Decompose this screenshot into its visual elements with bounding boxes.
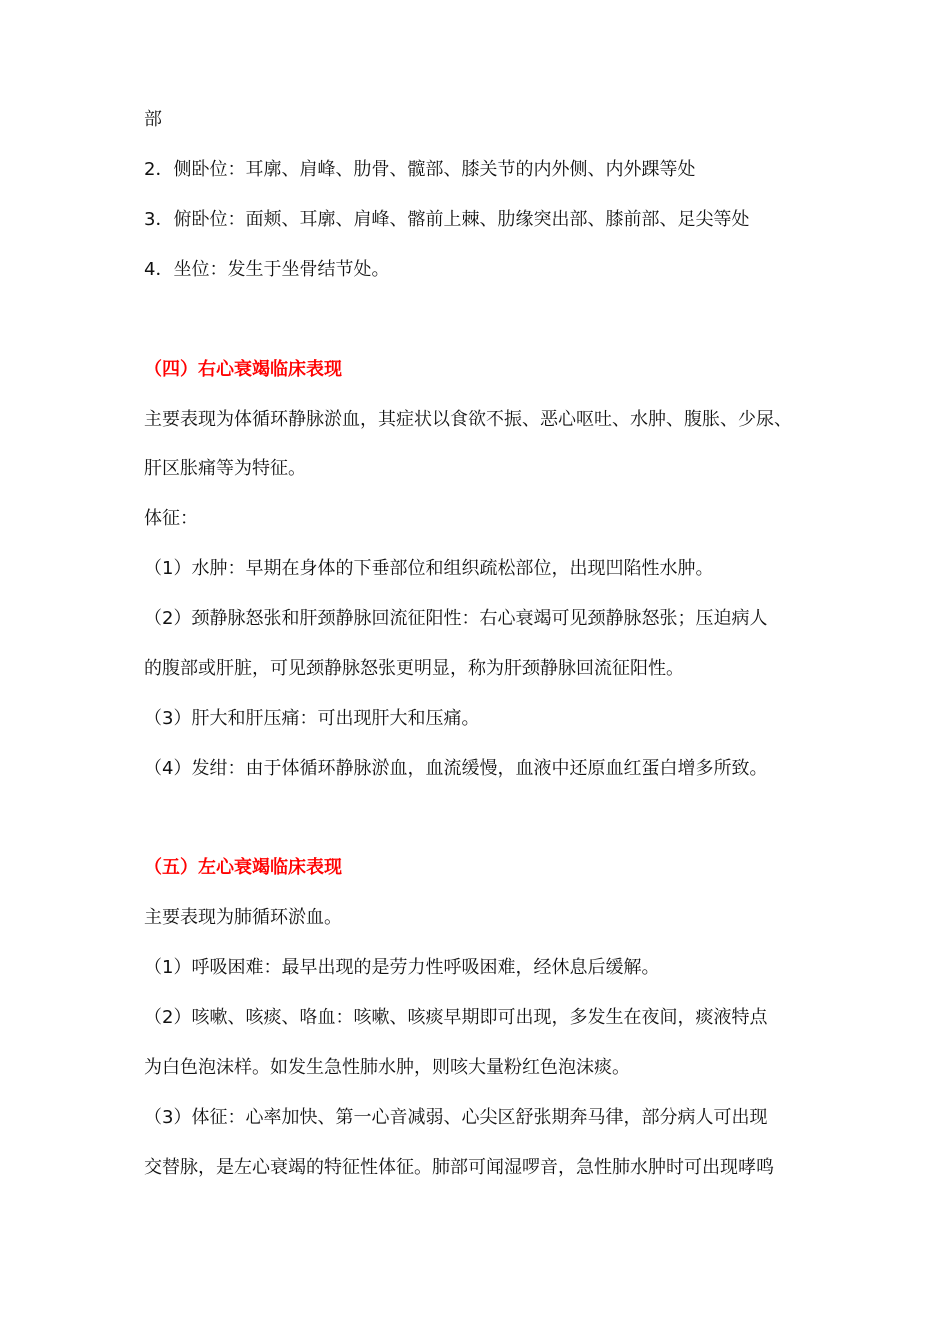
section-heading-right-heart-failure: （四）右心衰竭临床表现 — [144, 359, 342, 380]
body-line: 的腹部或肝脏，可见颈静脉怒张更明显，称为肝颈静脉回流征阳性。 — [144, 658, 684, 679]
list-item-signs: （3）体征：心率加快、第一心音减弱、心尖区舒张期奔马律，部分病人可出现 — [144, 1107, 768, 1128]
body-line: 肝区胀痛等为特征。 — [144, 458, 306, 479]
body-line: 体征： — [144, 508, 198, 529]
body-line: 主要表现为体循环静脉淤血，其症状以食欲不振、恶心呕吐、水肿、腹胀、少尿、 — [144, 409, 792, 430]
list-item-dyspnea: （1）呼吸困难：最早出现的是劳力性呼吸困难，经休息后缓解。 — [144, 957, 660, 978]
body-line: 主要表现为肺循环淤血。 — [144, 907, 342, 928]
body-line: 交替脉，是左心衰竭的特征性体征。肺部可闻湿啰音，急性肺水肿时可出现哮鸣 — [144, 1157, 774, 1178]
list-item-edema: （1）水肿：早期在身体的下垂部位和组织疏松部位，出现凹陷性水肿。 — [144, 558, 714, 579]
body-line: 为白色泡沫样。如发生急性肺水肿，则咳大量粉红色泡沫痰。 — [144, 1057, 630, 1078]
list-item-prone: 3．俯卧位：面颊、耳廓、肩峰、髂前上棘、肋缘突出部、膝前部、足尖等处 — [144, 209, 750, 230]
list-item-cyanosis: （4）发绀：由于体循环静脉淤血，血流缓慢，血液中还原血红蛋白增多所致。 — [144, 758, 768, 779]
list-item-side-lying: 2．侧卧位：耳廓、肩峰、肋骨、髋部、膝关节的内外侧、内外踝等处 — [144, 159, 696, 180]
list-item-cough: （2）咳嗽、咳痰、咯血：咳嗽、咳痰早期即可出现，多发生在夜间，痰液特点 — [144, 1007, 768, 1028]
list-item-sitting: 4．坐位：发生于坐骨结节处。 — [144, 259, 390, 280]
body-line: 部 — [144, 109, 162, 130]
list-item-jugular-vein: （2）颈静脉怒张和肝颈静脉回流征阳性：右心衰竭可见颈静脉怒张；压迫病人 — [144, 608, 768, 629]
section-heading-left-heart-failure: （五）左心衰竭临床表现 — [144, 857, 342, 878]
list-item-hepatomegaly: （3）肝大和肝压痛：可出现肝大和压痛。 — [144, 708, 480, 729]
